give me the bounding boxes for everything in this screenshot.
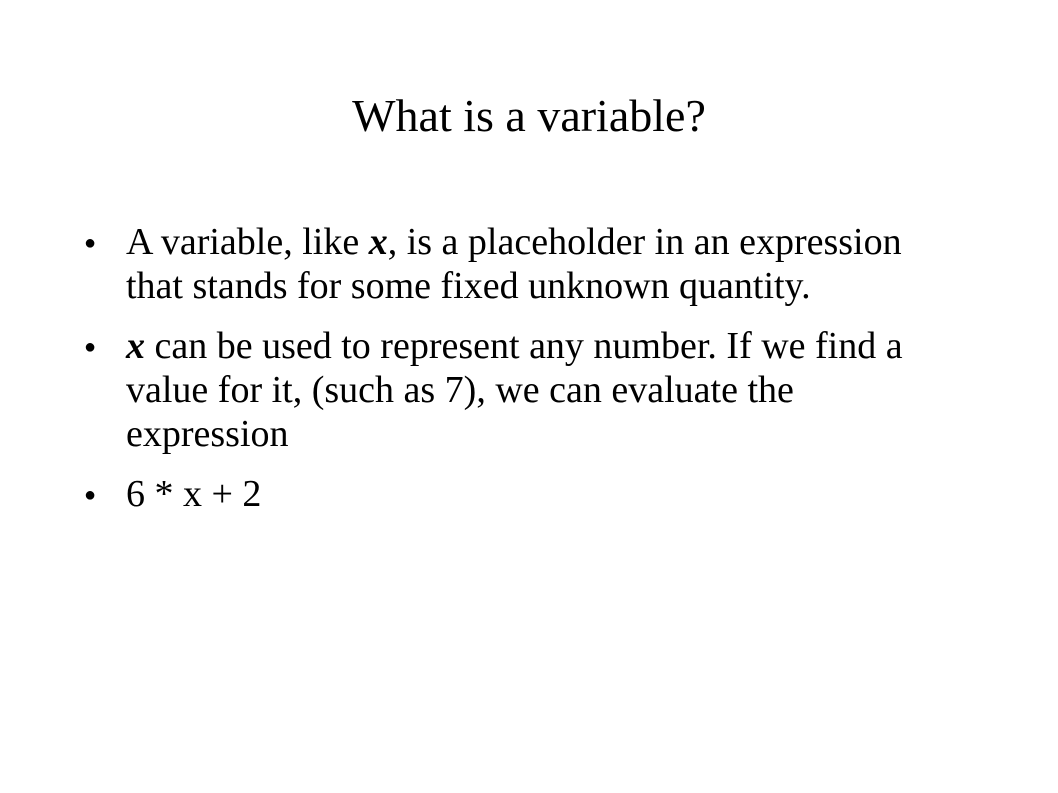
bullet-dot-icon: ● bbox=[84, 484, 97, 506]
bullet-dot-icon: ● bbox=[84, 336, 97, 358]
bullet-text-post: can be used to represent any number. If we find a value for it, (such as 7), we can evaluate the expression bbox=[126, 325, 903, 455]
bullet-text bbox=[126, 324, 964, 456]
bullet-item bbox=[84, 324, 964, 456]
bullet-text bbox=[126, 472, 964, 516]
bullet-text-pre: A variable, like bbox=[126, 221, 369, 263]
variable-x: x bbox=[126, 325, 145, 367]
bullet-item bbox=[84, 220, 964, 308]
bullet-text bbox=[126, 220, 964, 308]
bullet-list bbox=[84, 220, 964, 532]
bullet-text-post: , is a placeholder in an expression that stands for some fixed unknown quantity. bbox=[126, 221, 902, 307]
slide-title: What is a variable? bbox=[352, 90, 706, 141]
bullet-item bbox=[84, 472, 964, 516]
variable-x: x bbox=[368, 221, 388, 263]
expression-text: 6 * x + 2 bbox=[126, 473, 262, 515]
bullet-dot-icon: ● bbox=[84, 232, 97, 254]
